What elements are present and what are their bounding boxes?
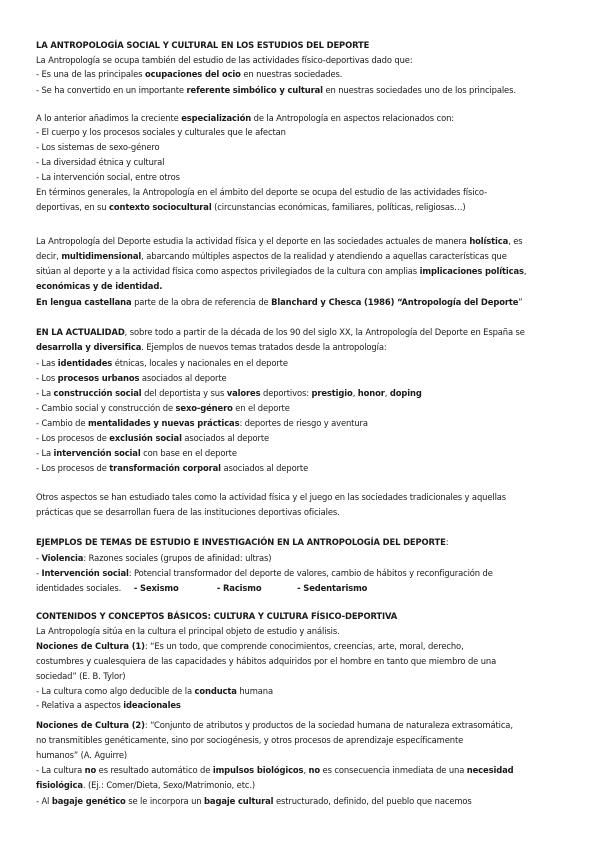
text-line (36, 156, 164, 168)
text-run: - Las (36, 358, 58, 368)
text-run: , es (508, 236, 523, 246)
text-line (36, 341, 387, 353)
text-line (36, 670, 125, 682)
text-run: prácticas que se desarrollan fuera de las instituciones deportivas oficiales. (36, 507, 340, 517)
text-run: , (384, 388, 390, 398)
bold-text: intervención social (53, 448, 141, 458)
text-line (36, 779, 255, 791)
text-run: - Al (36, 796, 52, 806)
text-run: - La intervención social, entre otros (36, 172, 180, 182)
text-run: , abarcando múltiples aspectos de la realidad y atendiendo a aquellas características que (141, 251, 507, 261)
bold-text: transformación corporal (109, 463, 221, 473)
text-run: , (352, 388, 358, 398)
bold-text: Nociones de Cultura (2) (36, 720, 145, 730)
text-run: La Antropología se ocupa también del estudio de las actividades físico-deportivas dado que: (36, 55, 413, 65)
bold-text: implicaciones políticas (419, 266, 524, 276)
text-run: : Razones sociales (grupos de afinidad: ultras) (83, 553, 272, 563)
text-line (36, 84, 516, 96)
text-line (36, 536, 448, 548)
bold-text: honor (357, 388, 385, 398)
text-run: deportivos: (260, 388, 312, 398)
text-run: sitúan al deporte y a la actividad física como aspectos privilegiados de la cultura con amplias (36, 266, 420, 276)
bold-text: Blanchard y Chesca (1986) “Antropología del Deporte (271, 297, 519, 307)
bold-text: holística (469, 236, 509, 246)
bold-text: mentalidades y nuevas prácticas (87, 418, 240, 428)
text-run: : “Conjunto de atributos y productos de la sociedad humana de naturaleza extrasomática, (144, 720, 513, 730)
bold-text: ocupaciones del ocio (144, 69, 241, 79)
text-run: no transmitibles genéticamente, sino por sociogénesis, y otros procesos de aprendizaje específicamente (36, 735, 464, 745)
text-run: - (36, 553, 42, 563)
text-run: - Es una de las principales (36, 69, 145, 79)
bold-text: fisiológica (36, 780, 83, 790)
text-run: : Potencial transformador del deporte de valores, cambio de hábitos y reconfiguración de (128, 568, 493, 578)
bold-text: LA ANTROPOLOGÍA SOCIAL Y CULTURAL EN LOS ESTUDIOS DEL DEPORTE (36, 40, 370, 50)
text-line (36, 126, 286, 138)
bold-text: - Racismo (216, 583, 262, 593)
bold-text: doping (389, 388, 422, 398)
text-line (36, 186, 487, 198)
bold-text: especialización (181, 113, 252, 123)
text-line (36, 685, 273, 697)
text-run: decir, (36, 251, 62, 261)
bold-text: ideacionales (123, 700, 181, 710)
text-line (36, 68, 342, 80)
text-run: (circunstancias económicas, familiares, políticas, religiosas…) (211, 202, 466, 212)
bold-text: procesos urbanos (57, 373, 140, 383)
bold-text: En lengua castellana (36, 297, 132, 307)
text-run: con base en el deporte (140, 448, 237, 458)
text-run: de la Antropología en aspectos relacionados con: (251, 113, 454, 123)
text-line (36, 387, 422, 399)
text-line (36, 625, 340, 637)
text-run: - La (36, 388, 54, 398)
bold-text: necesidad (466, 765, 514, 775)
bold-text: bagaje cultural (204, 796, 274, 806)
text-run: - Los procesos de (36, 463, 110, 473)
bold-text: EN LA ACTUALIDAD (36, 327, 125, 337)
text-line (36, 432, 269, 444)
text-run: humana (236, 686, 273, 696)
text-run: , (523, 266, 527, 276)
text-run: - Los procesos de (36, 433, 110, 443)
text-line (36, 447, 237, 459)
text-line (36, 655, 496, 667)
bold-text: construcción social (53, 388, 142, 398)
text-line (36, 357, 288, 369)
bold-text: prestigio (311, 388, 353, 398)
text-run: - Cambio de (36, 418, 88, 428)
text-line (36, 417, 368, 429)
text-line (36, 640, 464, 652)
text-run: asociados al deporte (181, 433, 270, 443)
text-run: asociados al deporte (220, 463, 309, 473)
text-run: - La diversidad étnica y cultural (36, 157, 165, 167)
text-run: , (303, 765, 309, 775)
text-run: - Relativa a aspectos (36, 700, 124, 710)
text-run: : (445, 537, 449, 547)
text-line (36, 749, 127, 761)
text-line (36, 201, 466, 213)
text-run: - La cultura como algo deducible de la (36, 686, 195, 696)
text-line (36, 719, 513, 731)
text-line (36, 280, 162, 292)
bold-text: Violencia (41, 553, 84, 563)
text-run: - Los sistemas de sexo-género (36, 142, 160, 152)
text-run: humanos” (A. Aguirre) (36, 750, 128, 760)
text-line (36, 250, 507, 262)
text-run: En términos generales, la Antropología en el ámbito del deporte se ocupa del estudio de las actividades físico- (36, 187, 487, 197)
text-run: : deportes de riesgo y aventura (239, 418, 368, 428)
text-run: del deportista y sus (141, 388, 227, 398)
text-line (36, 39, 369, 51)
text-line (36, 296, 523, 308)
bold-text: - Sexismo (133, 583, 179, 593)
text-line (36, 582, 367, 594)
bold-text: multidimensional (61, 251, 142, 261)
bold-text: bagaje genético (51, 796, 126, 806)
bold-text: no (308, 765, 321, 775)
text-run: La Antropología sitúa en la cultura el principal objeto de estudio y análisis. (36, 626, 340, 636)
text-run: . (Ej.: Comer/Dieta, Sexo/Matrimonio, etc.) (82, 780, 256, 790)
text-line (36, 112, 454, 124)
text-run: parte de la obra de referencia de (131, 297, 272, 307)
text-line (36, 326, 525, 338)
text-line (36, 171, 180, 183)
bold-text: no (84, 765, 97, 775)
text-run: identidades sociales. (36, 583, 134, 593)
text-run: étnicas, locales y nacionales en el deporte (112, 358, 288, 368)
text-line (36, 235, 523, 247)
text-line (36, 141, 160, 153)
text-run: deportivas, en su (36, 202, 110, 212)
text-run: es resultado automático de (96, 765, 213, 775)
bold-text: CONTENIDOS Y CONCEPTOS BÁSICOS: CULTURA Y CULTURA FÍSICO-DEPORTIVA (36, 611, 398, 621)
text-run: sociedad” (E. B. Tylor) (36, 671, 126, 681)
text-run: asociados al deporte (139, 373, 227, 383)
text-run: - El cuerpo y los procesos sociales y culturales que le afectan (36, 127, 286, 137)
bold-text: referente simbólico y cultural (186, 85, 323, 95)
text-run: - Se ha convertido en un importante (36, 85, 187, 95)
bold-text: exclusión social (109, 433, 182, 443)
text-run: - Los (36, 373, 58, 383)
text-line (36, 795, 472, 807)
text-line (36, 552, 271, 564)
text-run: A lo anterior añadimos la creciente (36, 113, 182, 123)
text-run: . Ejemplos de nuevos temas tratados desde la antropología: (141, 342, 387, 352)
bold-text: identidades (57, 358, 113, 368)
text-run: - (36, 568, 42, 578)
text-run: estructurado, definido, del pueblo que nacemos (273, 796, 472, 806)
bold-text: sexo-género (175, 403, 233, 413)
text-run: , sobre todo a partir de la década de los 90 del siglo XX, la Antropología del Deporte en España se (124, 327, 525, 337)
text-line (36, 372, 227, 384)
text-run: Otros aspectos se han estudiado tales como la actividad física y el juego en las sociedades tradicionales y aquellas (36, 492, 507, 502)
text-run: en nuestras sociedades. (240, 69, 343, 79)
text-line (36, 506, 340, 518)
text-run: se le incorpora un (125, 796, 205, 806)
bold-text: Intervención social (41, 568, 129, 578)
text-run: costumbres y cualesquiera de las capacidades y hábitos adquiridos por el hombre en tanto que miembro de una (36, 656, 497, 666)
bold-text: económicas y de identidad. (36, 281, 163, 291)
text-line (36, 462, 308, 474)
text-run: - Cambio social y construcción de (36, 403, 176, 413)
text-line (36, 764, 514, 776)
bold-text: impulsos biológicos (212, 765, 304, 775)
bold-text: conducta (194, 686, 237, 696)
bold-text: desarrolla y diversifica (36, 342, 142, 352)
text-line (36, 491, 506, 503)
text-line (36, 734, 463, 746)
text-line (36, 699, 181, 711)
text-line (36, 402, 290, 414)
text-run: en el deporte (232, 403, 290, 413)
bold-text: Nociones de Cultura (1) (36, 641, 145, 651)
bold-text: - Sedentarismo (297, 583, 368, 593)
text-run (179, 583, 217, 593)
bold-text: contexto sociocultural (109, 202, 212, 212)
text-run: : “Es un todo, que comprende conocimientos, creencias, arte, moral, derecho, (144, 641, 464, 651)
text-run: - La (36, 448, 54, 458)
text-run: es consecuencia inmediata de una (320, 765, 467, 775)
text-run: ” (518, 297, 523, 307)
text-run: en nuestras sociedades uno de los principales. (322, 85, 516, 95)
text-run: - La cultura (36, 765, 85, 775)
bold-text: EJEMPLOS DE TEMAS DE ESTUDIO E INVESTIGACIÓN EN LA ANTROPOLOGÍA DEL DEPORTE (36, 537, 446, 547)
text-line (36, 265, 526, 277)
text-line (36, 610, 397, 622)
text-run (262, 583, 298, 593)
bold-text: valores (226, 388, 261, 398)
text-line (36, 567, 493, 579)
text-line (36, 54, 413, 66)
text-run: La Antropología del Deporte estudia la actividad física y el deporte en las sociedades actuales de manera (36, 236, 470, 246)
